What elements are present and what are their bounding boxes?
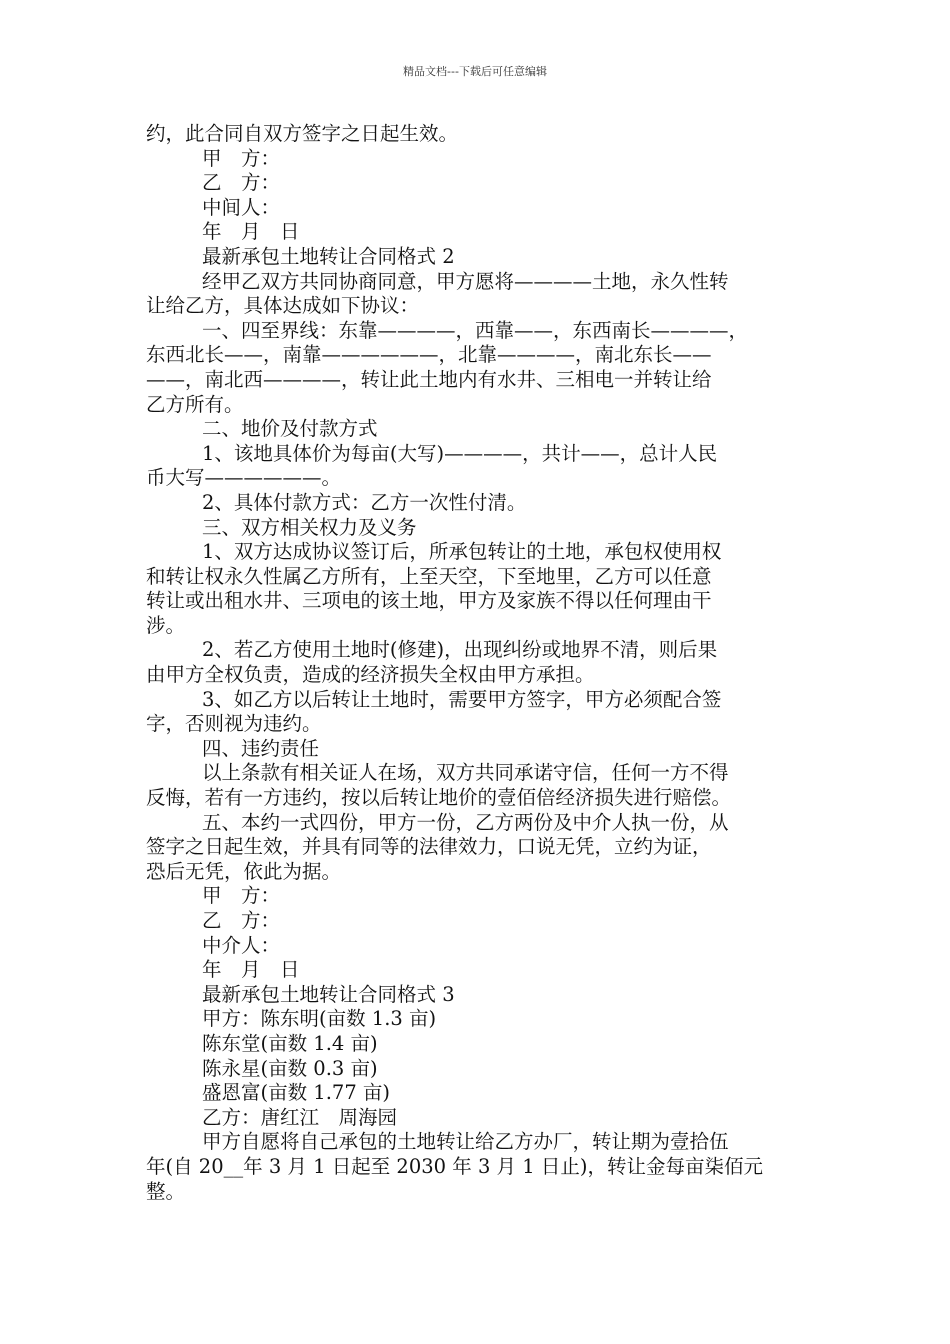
text-line: 以上条款有相关证人在场，双方共同承诺守信，任何一方不得 xyxy=(202,761,729,785)
text-line: 让给乙方，具体达成如下协议： xyxy=(146,294,420,318)
text-line: 甲方：陈东明(亩数 1.3 亩) xyxy=(202,1007,437,1031)
text-line: 1、该地具体价为每亩(大写)————，共计——，总计人民 xyxy=(202,441,718,465)
text-line: 中间人： xyxy=(202,195,281,219)
text-line: 甲 方： xyxy=(202,884,281,908)
text-line: 由甲方全权负责，造成的经济损失全权由甲方承担。 xyxy=(146,663,595,687)
text-line: 四、违约责任 xyxy=(202,736,320,760)
text-line: 甲 方： xyxy=(202,146,281,170)
text-line: 涉。 xyxy=(146,613,186,637)
text-line: 陈东堂(亩数 1.4 亩) xyxy=(202,1031,378,1055)
text-line: 整。 xyxy=(146,1179,186,1203)
text-line: 中介人： xyxy=(202,933,281,957)
text-line: 一、四至界线：东靠————，西靠——，东西南长————， xyxy=(202,318,749,342)
text-line: 二、地价及付款方式 xyxy=(202,417,378,441)
text-line: 币大写——————。 xyxy=(146,466,342,490)
text-line: 盛恩富(亩数 1.77 亩) xyxy=(202,1081,391,1105)
text-line: 转让或出租水井、三项电的该土地，甲方及家族不得以任何理由干 xyxy=(146,589,712,613)
text-line: 陈永星(亩数 0.3 亩) xyxy=(202,1056,378,1080)
text-line: 甲方自愿将自己承包的土地转让给乙方办厂，转让期为壹拾伍 xyxy=(202,1130,729,1154)
text-line: 最新承包土地转让合同格式 2 xyxy=(202,244,455,268)
text-line: 经甲乙双方共同协商同意，甲方愿将————土地，永久性转 xyxy=(202,269,729,293)
text-line: 签字之日起生效，并具有同等的法律效力，口说无凭，立约为证， xyxy=(146,835,712,859)
text-line: 字，否则视为违约。 xyxy=(146,712,322,736)
text-line: 三、双方相关权力及义务 xyxy=(202,515,417,539)
text-line: 1、双方达成协议签订后，所承包转让的土地，承包权使用权 xyxy=(202,540,722,564)
text-line: 乙方所有。 xyxy=(146,392,244,416)
text-line: 恐后无凭，依此为据。 xyxy=(146,859,342,883)
page-header: 精品文档---下载后可任意编辑 xyxy=(403,65,547,78)
document-body xyxy=(146,122,818,1204)
text-line: 乙 方： xyxy=(202,909,281,932)
text-line: 3、如乙方以后转让土地时，需要甲方签字，甲方必须配合签 xyxy=(202,687,722,711)
text-line: 2、若乙方使用土地时(修建)，出现纠纷或地界不清，则后果 xyxy=(202,638,718,662)
text-line: 五、本约一式四份，甲方一份，乙方两份及中介人执一份，从 xyxy=(202,810,729,834)
text-line: 乙 方： xyxy=(202,171,281,195)
text-line: ——，南北西————，转让此土地内有水井、三相电一并转让给 xyxy=(146,367,712,391)
text-line: 和转让权永久性属乙方所有，上至天空，下至地里，乙方可以任意 xyxy=(146,564,712,588)
text-line: 东西北长——，南靠——————，北靠————，南北东长—— xyxy=(146,343,712,367)
text-line: 乙方：唐红江 周海园 xyxy=(202,1105,398,1129)
text-line: 约，此合同自双方签字之日起生效。 xyxy=(146,122,459,145)
text-line: 最新承包土地转让合同格式 3 xyxy=(202,982,455,1006)
text-line: 年 月 日 xyxy=(202,220,300,244)
text-line: 2、具体付款方式：乙方一次性付清。 xyxy=(202,490,527,514)
text-line: 反悔，若有一方违约，按以后转让地价的壹佰倍经济损失进行赔偿。 xyxy=(146,786,732,810)
text-line: 年(自 20__年 3 月 1 日起至 2030 年 3 月 1 日止)，转让金每亩柒佰元 xyxy=(146,1154,763,1178)
text-line: 年 月 日 xyxy=(202,958,300,982)
